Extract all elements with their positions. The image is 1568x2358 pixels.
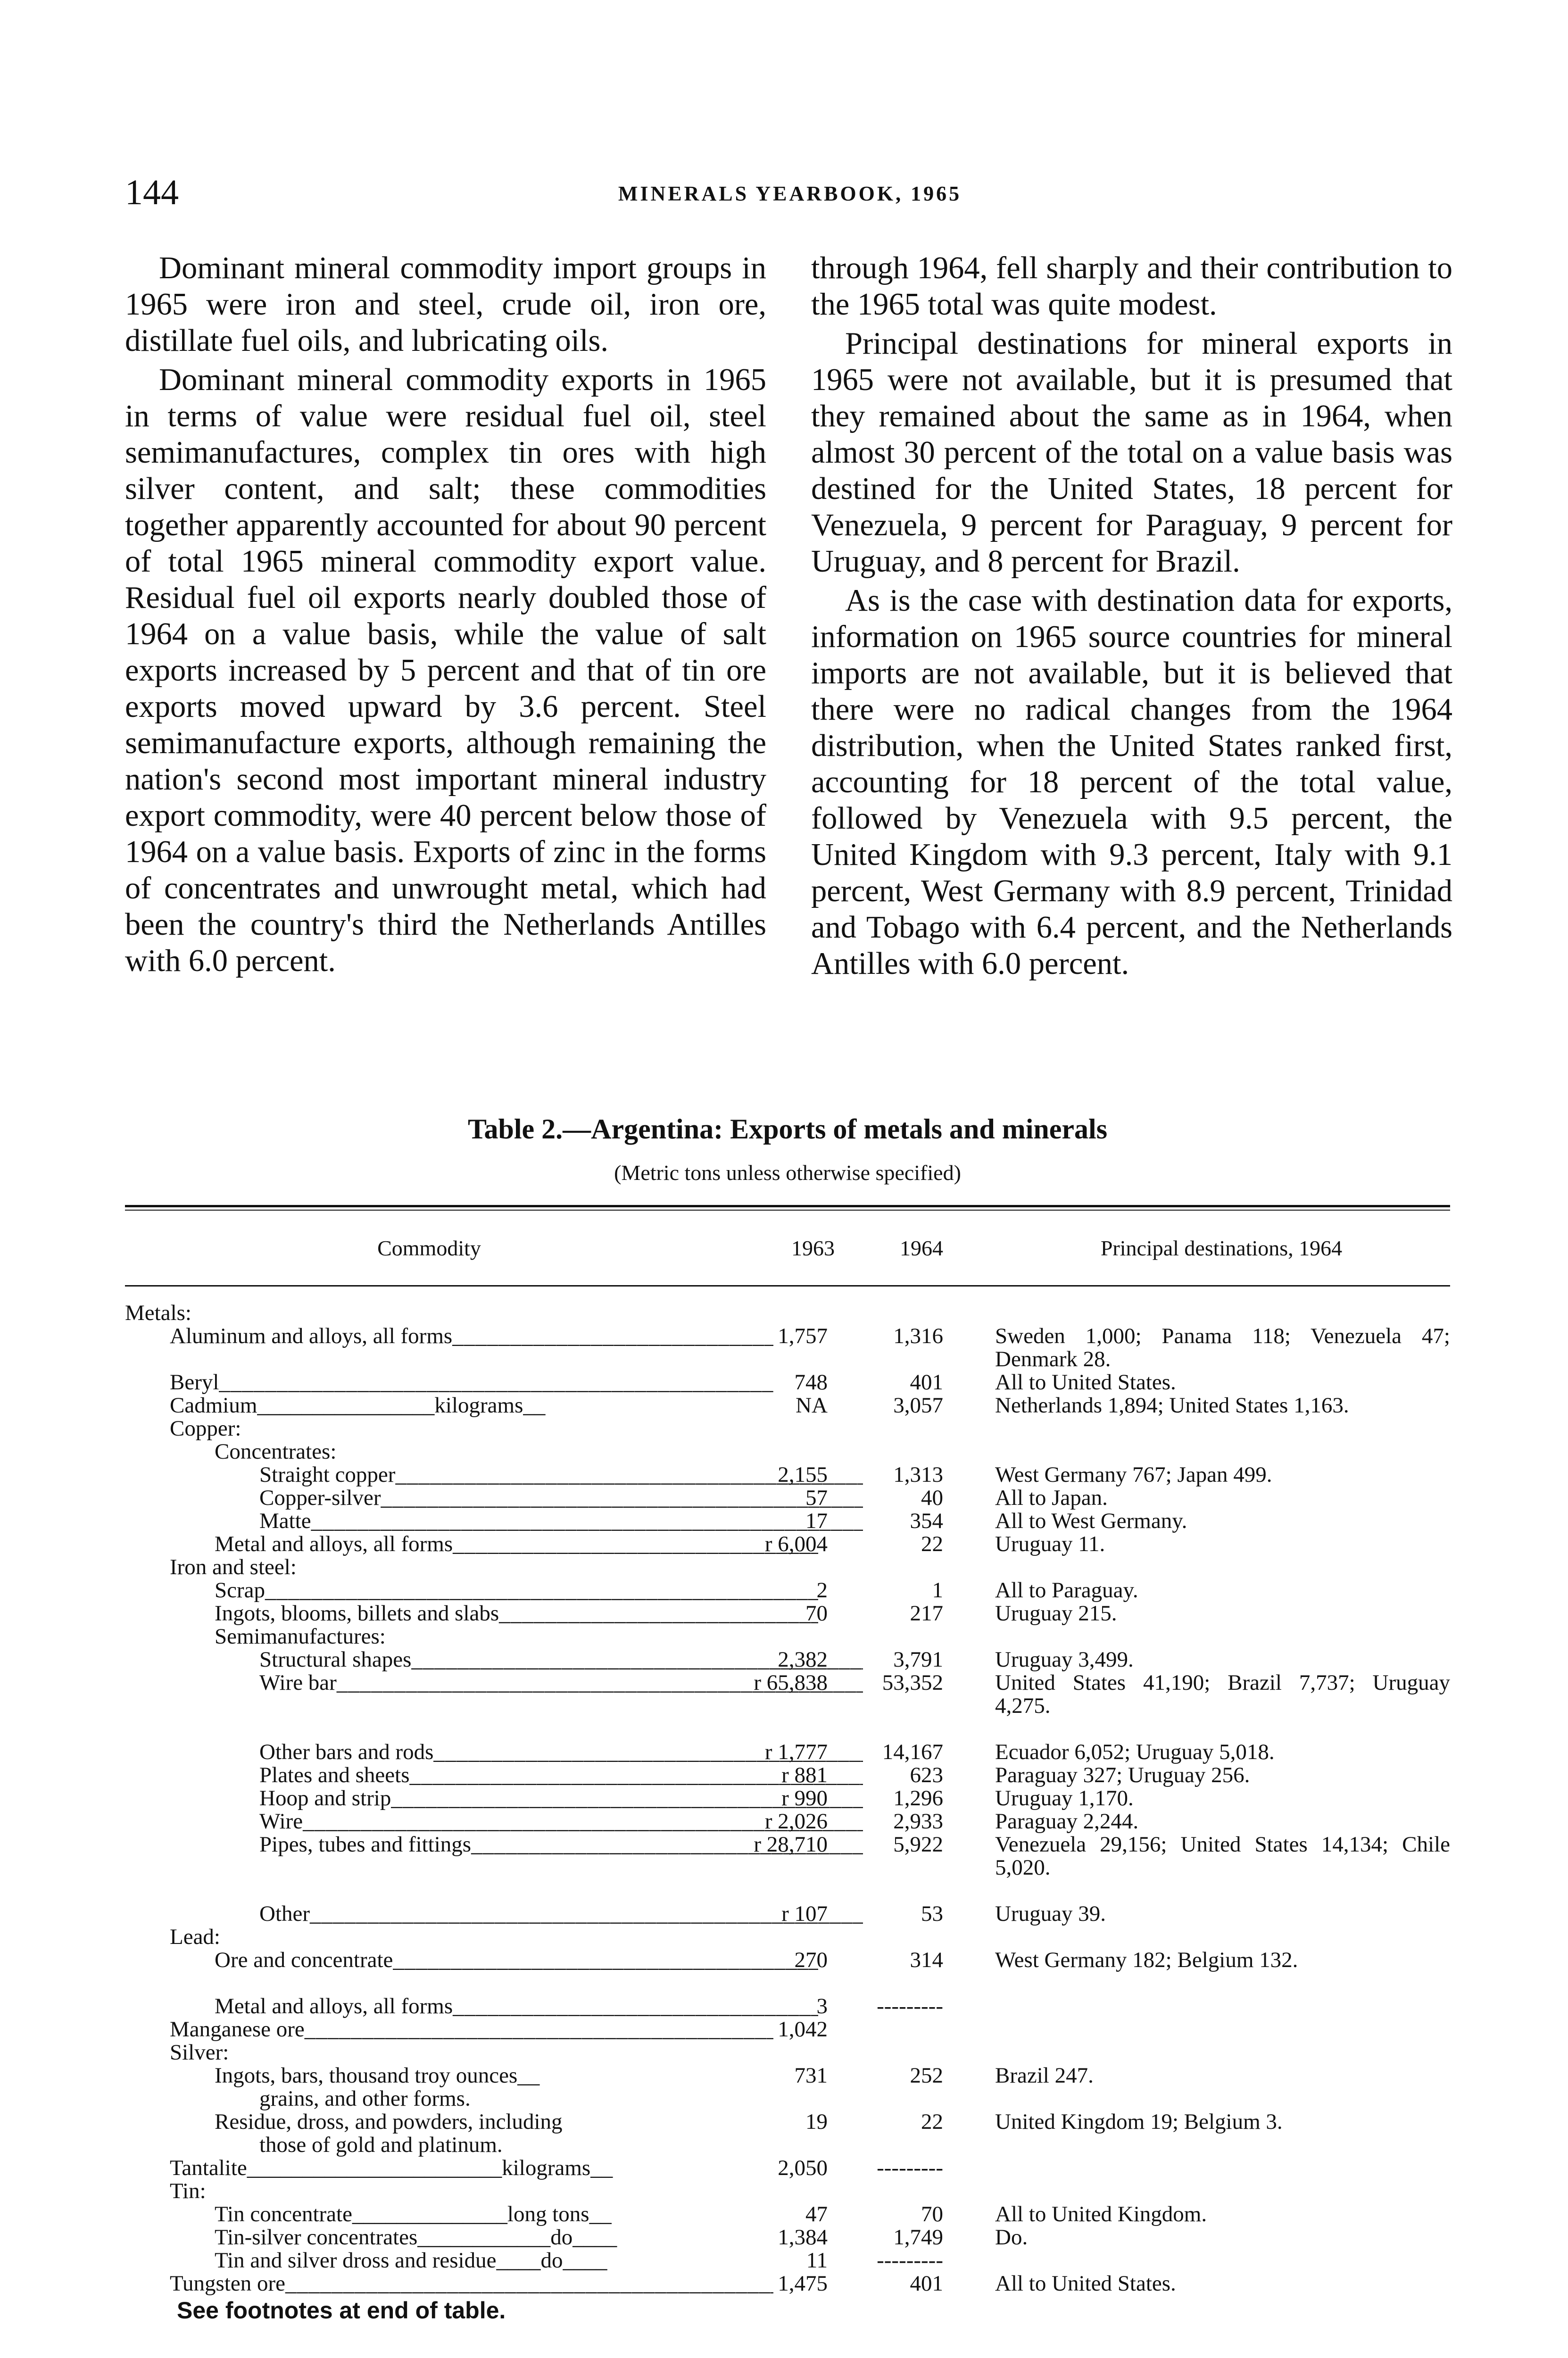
- paragraph: Dominant mineral commodity exports in 1965 in terms of value were residual fuel oil, steel semimanufactures, complex tin ores with high silver content, and salt; these commodities together apparently accounted for about 90 percent of total 1965 mineral commodity export value. Residual fuel oil exports nearly doubled those of 1964 on a value basis, while the value of salt exports increased by 5 percent and that of tin ore exports moved upward by 3.6 percent. Steel semimanufacture exports, although remaining the nation's second most important mineral industry export commodity, were 40 percent below those of 1964 on a value basis. Exports of zinc in the forms of concentrates and unwrought metal, which had been the country's third the Netherlands Antilles with 6.0 percent.: [125, 363, 766, 978]
- commodity-name: Other bars and rods _____: [125, 1741, 863, 1764]
- table-row: [125, 1787, 1450, 1810]
- table-row: [125, 1810, 1450, 1833]
- column-header-commodity: Commodity: [377, 1236, 481, 1260]
- destination: Ecuador 6,052; Uruguay 5,018.: [995, 1740, 1275, 1764]
- commodity-name: Ore and concentrate _____: [125, 1949, 818, 1972]
- destination: Uruguay 11.: [995, 1532, 1105, 1556]
- commodity-name: grains, and other forms.: [259, 2087, 471, 2110]
- table-row: [125, 1510, 1450, 1533]
- table-row: [125, 2041, 1450, 2064]
- commodity-name: Pipes, tubes and fittings _____: [125, 1833, 863, 1856]
- value-1963: 3: [816, 1994, 828, 2018]
- left-column: [125, 250, 766, 979]
- value-1964: 40: [921, 1486, 943, 1510]
- table-row: [125, 2272, 1450, 2295]
- destination: West Germany 182; Belgium 132.: [995, 1948, 1298, 1972]
- destination: Do.: [995, 2225, 1028, 2250]
- commodity-name: Residue, dross, and powders, including: [215, 2110, 563, 2134]
- commodity-name: Wire _____: [125, 1810, 863, 1833]
- value-1963: 270: [794, 1948, 828, 1972]
- value-1963: 1,757: [778, 1324, 828, 1348]
- table-row: [125, 2157, 1450, 2180]
- destination: Paraguay 327; Uruguay 256.: [995, 1763, 1250, 1787]
- commodity-name: Aluminum and alloys, all forms _____: [125, 1325, 773, 1348]
- value-1963: 2,155: [778, 1462, 828, 1487]
- table-row: [125, 1949, 1450, 1995]
- value-1963: r 1,777: [764, 1740, 828, 1764]
- table-row: [125, 1833, 1450, 1902]
- value-1964: 1,749: [893, 2225, 943, 2250]
- value-1964: ---------: [877, 1994, 943, 2018]
- value-1963: 17: [805, 1509, 828, 1533]
- value-1963: 2,050: [778, 2156, 828, 2180]
- commodity-name: Ingots, bars, thousand troy ounces__: [215, 2064, 540, 2087]
- commodity-name: Concentrates:: [215, 1440, 337, 1463]
- value-1964: 623: [910, 1763, 943, 1787]
- value-1964: 1,316: [893, 1324, 943, 1348]
- value-1964: ---------: [877, 2248, 943, 2273]
- table-top-rule: [125, 1205, 1450, 1207]
- table-row: [125, 2203, 1450, 2226]
- value-1963: 57: [805, 1486, 828, 1510]
- commodity-name: Iron and steel:: [170, 1556, 297, 1579]
- value-1963: 47: [805, 2202, 828, 2226]
- value-1964: 2,933: [893, 1809, 943, 1834]
- destination: Uruguay 1,170.: [995, 1786, 1134, 1810]
- commodity-name: Silver:: [170, 2041, 229, 2064]
- table-row: [125, 1486, 1450, 1510]
- commodity-name: those of gold and platinum.: [259, 2134, 503, 2157]
- running-head: MINERALS YEARBOOK, 1965: [618, 182, 962, 205]
- table-row: [125, 1579, 1450, 1602]
- destination: All to United Kingdom.: [995, 2202, 1207, 2226]
- value-1963: 1,475: [778, 2271, 828, 2296]
- table-row: [125, 1417, 1450, 1440]
- table-row: [125, 2134, 1450, 2157]
- commodity-name: Metal and alloys, all forms _____: [125, 1995, 818, 2018]
- column-header-1963: 1963: [791, 1236, 835, 1260]
- table-row: [125, 2249, 1450, 2272]
- value-1964: 314: [910, 1948, 943, 1972]
- table-row: [125, 1325, 1450, 1371]
- table-row: [125, 1371, 1450, 1394]
- value-1963: 70: [805, 1601, 828, 1626]
- table-row: [125, 1302, 1450, 1325]
- table-row: [125, 1671, 1450, 1741]
- destination: Venezuela 29,156; United States 14,134; Chile 5,020.: [995, 1832, 1450, 1880]
- table-subtitle: (Metric tons unless otherwise specified): [614, 1161, 961, 1185]
- value-1963: 748: [794, 1370, 828, 1395]
- paragraph: As is the case with destination data for exports, information on 1965 source countries for mineral imports are not available, but it is believed that there were no radical changes from the 1964 distribution, when the United States ranked first, accounting for 18 percent of the total value, followed by Venezuela with 9.5 percent, the United Kingdom with 9.3 percent, Italy with 9.1 percent, West Germany with 8.9 percent, Trinidad and Tobago with 6.4 percent, and the Netherlands Antilles with 6.0 percent.: [811, 583, 1452, 981]
- commodity-name: Lead:: [170, 1926, 220, 1949]
- table-row: [125, 2226, 1450, 2249]
- column-header-destinations: Principal destinations, 1964: [1100, 1236, 1343, 1260]
- commodity-name: Hoop and strip _____: [125, 1787, 863, 1810]
- table-row: [125, 1995, 1450, 2018]
- table-footnote: See footnotes at end of table.: [177, 2297, 506, 2324]
- commodity-name: Scrap _____: [125, 1579, 818, 1602]
- table-row: [125, 1440, 1450, 1463]
- value-1964: 70: [921, 2202, 943, 2226]
- destination: Uruguay 215.: [995, 1601, 1117, 1626]
- value-1964: 53: [921, 1901, 943, 1926]
- table-row: [125, 1394, 1450, 1417]
- destination: West Germany 767; Japan 499.: [995, 1462, 1272, 1487]
- destination: All to Paraguay.: [995, 1578, 1138, 1602]
- value-1964: 401: [910, 1370, 943, 1395]
- value-1964: ---------: [877, 2156, 943, 2180]
- table-row: [125, 1648, 1450, 1671]
- destination: United States 41,190; Brazil 7,737; Uruguay 4,275.: [995, 1670, 1450, 1718]
- value-1963: r 2,026: [764, 1809, 828, 1834]
- table-row: [125, 1533, 1450, 1556]
- value-1964: 53,352: [882, 1670, 943, 1695]
- table-row: [125, 2064, 1450, 2087]
- table-body: [125, 1302, 1450, 2295]
- commodity-name: Manganese ore _____: [125, 2018, 773, 2041]
- value-1964: 252: [910, 2063, 943, 2088]
- commodity-name: Tin-silver concentrates____________do____: [215, 2226, 617, 2249]
- table-row: [125, 2110, 1450, 2134]
- value-1964: 1,296: [893, 1786, 943, 1810]
- destination: All to United States.: [995, 2271, 1176, 2296]
- commodity-name: Tin and silver dross and residue____do____: [215, 2249, 607, 2272]
- commodity-name: Metals:: [125, 1302, 191, 1325]
- value-1963: r 28,710: [754, 1832, 828, 1857]
- commodity-name: Straight copper _____: [125, 1463, 863, 1486]
- table-row: [125, 1764, 1450, 1787]
- commodity-name: Matte _____: [125, 1510, 863, 1533]
- value-1963: 731: [794, 2063, 828, 2088]
- destination: All to Japan.: [995, 1486, 1108, 1510]
- value-1964: 5,922: [893, 1832, 943, 1857]
- value-1963: 19: [805, 2109, 828, 2134]
- column-header-1964: 1964: [900, 1236, 943, 1260]
- destination: Netherlands 1,894; United States 1,163.: [995, 1393, 1349, 1418]
- commodity-name: Cadmium________________kilograms__: [170, 1394, 546, 1417]
- value-1963: NA: [796, 1393, 828, 1418]
- value-1963: r 65,838: [754, 1670, 828, 1695]
- commodity-name: Copper:: [170, 1417, 241, 1440]
- commodity-name: Structural shapes _____: [125, 1648, 863, 1671]
- table-row: [125, 2180, 1450, 2203]
- paragraph: Principal destinations for mineral exports in 1965 were not available, but it is presumed that they remained about the same as in 1964, when almost 30 percent of the total on a value basis was destined for the United States, 18 percent for Venezuela, 9 percent for Paraguay, 9 percent for Uruguay, and 8 percent for Brazil.: [811, 326, 1452, 579]
- commodity-name: Other _____: [125, 1902, 863, 1926]
- table-row: [125, 1926, 1450, 1949]
- table-row: [125, 1602, 1450, 1625]
- commodity-name: Tin:: [170, 2180, 206, 2203]
- commodity-name: Metal and alloys, all forms _____: [125, 1533, 818, 1556]
- value-1963: r 990: [781, 1786, 828, 1810]
- value-1963: 11: [806, 2248, 828, 2273]
- value-1964: 3,057: [893, 1393, 943, 1418]
- value-1964: 354: [910, 1509, 943, 1533]
- value-1963: r 6,004: [764, 1532, 828, 1556]
- right-column: [811, 250, 1452, 982]
- paragraph: through 1964, fell sharply and their contribution to the 1965 total was quite modest.: [811, 251, 1452, 322]
- value-1964: 1,313: [893, 1462, 943, 1487]
- commodity-name: Tin concentrate______________long tons__: [215, 2203, 612, 2226]
- table-row: [125, 1463, 1450, 1486]
- value-1963: 1,042: [778, 2017, 828, 2042]
- table-header-rule: [125, 1285, 1450, 1287]
- commodity-name: Beryl _____: [125, 1371, 773, 1394]
- destination: All to West Germany.: [995, 1509, 1187, 1533]
- paragraph: Dominant mineral commodity import groups in 1965 were iron and steel, crude oil, iron ore, distillate fuel oils, and lubricating oils.: [125, 251, 766, 358]
- table-row: [125, 2087, 1450, 2110]
- table-row: [125, 2018, 1450, 2041]
- value-1963: 2: [816, 1578, 828, 1602]
- table-row: [125, 1741, 1450, 1764]
- commodity-name: Plates and sheets _____: [125, 1764, 863, 1787]
- value-1964: 3,791: [893, 1647, 943, 1672]
- table-title: Table 2.—Argentina: Exports of metals and minerals: [467, 1113, 1108, 1145]
- value-1964: 22: [921, 2109, 943, 2134]
- table-row: [125, 1902, 1450, 1926]
- value-1963: r 881: [781, 1763, 828, 1787]
- table-top-rule-thin: [125, 1210, 1450, 1211]
- destination: All to United States.: [995, 1370, 1176, 1395]
- value-1964: 1: [932, 1578, 943, 1602]
- destination: Uruguay 39.: [995, 1901, 1106, 1926]
- commodity-name: Tantalite_______________________kilograms__: [170, 2157, 613, 2180]
- table-row: [125, 1556, 1450, 1579]
- value-1964: 401: [910, 2271, 943, 2296]
- destination: United Kingdom 19; Belgium 3.: [995, 2109, 1283, 2134]
- value-1964: 22: [921, 1532, 943, 1556]
- destination: Brazil 247.: [995, 2063, 1094, 2088]
- commodity-name: Semimanufactures:: [215, 1625, 386, 1648]
- destination: Uruguay 3,499.: [995, 1647, 1134, 1672]
- commodity-name: Tungsten ore _____: [125, 2272, 773, 2295]
- value-1963: r 107: [781, 1901, 828, 1926]
- value-1964: 217: [910, 1601, 943, 1626]
- commodity-name: Copper-silver _____: [125, 1486, 863, 1510]
- page-number: 144: [125, 173, 179, 212]
- value-1963: 1,384: [778, 2225, 828, 2250]
- value-1964: 14,167: [882, 1740, 943, 1764]
- destination: Sweden 1,000; Panama 118; Venezuela 47; Denmark 28.: [995, 1324, 1450, 1371]
- value-1963: 2,382: [778, 1647, 828, 1672]
- destination: Paraguay 2,244.: [995, 1809, 1139, 1834]
- commodity-name: Wire bar _____: [125, 1671, 863, 1694]
- commodity-name: Ingots, blooms, billets and slabs _____: [125, 1602, 818, 1625]
- table-row: [125, 1625, 1450, 1648]
